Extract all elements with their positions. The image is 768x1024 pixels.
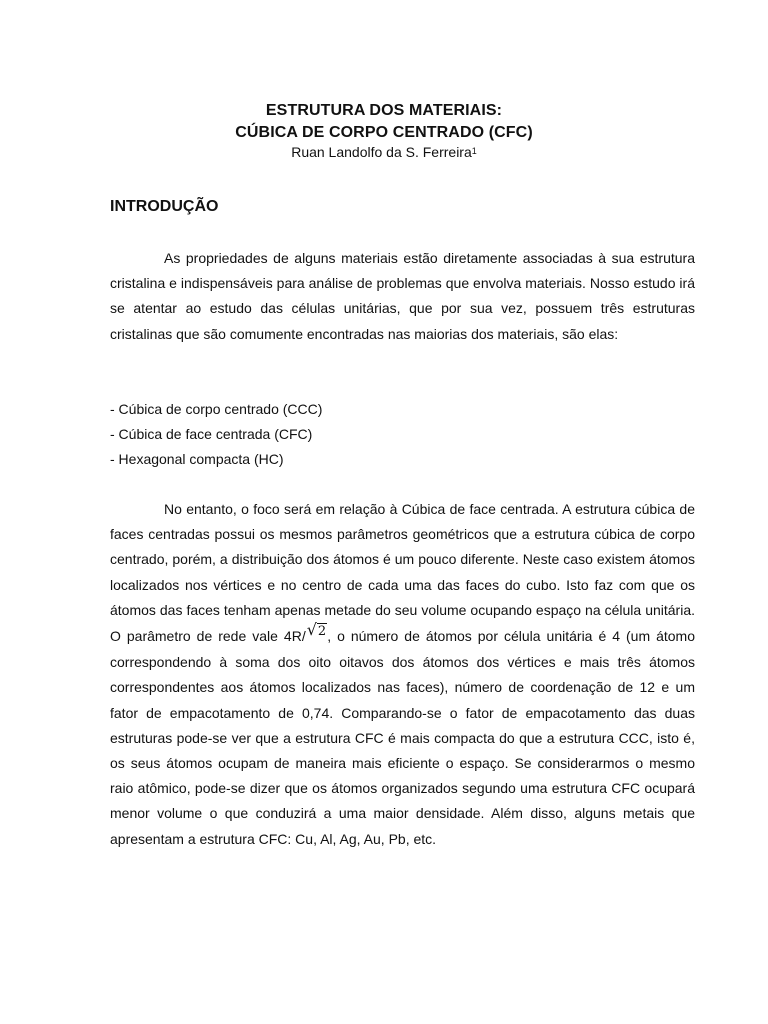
title-block xyxy=(0,100,768,161)
section-heading-introducao: INTRODUÇÃO xyxy=(110,198,219,215)
list-item: - Cúbica de corpo centrado (CCC) xyxy=(110,401,323,417)
square-root-formula xyxy=(307,617,327,644)
paragraph-1-text: As propriedades de alguns materiais estão diretamente associadas à sua estrutura cristalina e indispensáveis para análise de problemas que envolva materiais. Nosso estudo irá se atentar ao estudo das células unitárias, que por sua vez, possuem três estruturas cristalinas que são comumente encontradas nas maiorias dos materiais, são elas: xyxy=(110,250,695,342)
list-item: - Hexagonal compacta (HC) xyxy=(110,451,284,468)
paragraph-2-text-part-2: , o número de átomos por célula unitária é 4 (um átomo correspondendo à soma dos oito oitavos dos átomos dos vértices e mais três átomos correspondentes aos átomos localizados nas faces), número de coordenação de 12 e um fator de empacotamento de 0,74. Comparando-se o fator de empacotamento das duas estruturas pode-se ver que a estrutura CFC é mais compacta do que a estrutura CCC, isto é, os seus átomos ocupam de maneira mais eficiente o espaço. Se considerarmos o mesmo raio atômico, pode-se dizer que os átomos organizados segundo uma estrutura CFC ocupará menor volume o que conduzirá a uma maior densidade. Além disso, alguns metais que apresentam a estrutura CFC: Cu, Al, Ag, Au, Pb, etc. xyxy=(110,628,696,847)
formula-prefix: vale 4R/ xyxy=(252,628,306,645)
document-title-line-1: ESTRUTURA DOS MATERIAIS: xyxy=(265,102,503,119)
paragraph-1 xyxy=(110,246,695,347)
author-name: Ruan Landolfo da S. Ferreira xyxy=(291,144,472,160)
radical-sign-icon: √ xyxy=(306,620,317,640)
paragraph-2 xyxy=(110,497,695,852)
document-title-line-2: CÚBICA DE CORPO CENTRADO (CFC) xyxy=(235,124,533,141)
paragraph-2-text-part-1: No entanto, o foco será em relação à Cúbica de face centrada. A estrutura cúbica de faces centradas possui os mesmos parâmetros geométricos que a estrutura cúbica de corpo centrado, porém, a distribuição dos átomos é um pouco diferente. Neste caso existem átomos localizados nos vértices e no centro de cada uma das faces do cubo. Isto faz com que os átomos das faces tenham apenas metade do seu volume ocupando espaço na célula unitária. O parâmetro de rede xyxy=(110,501,695,645)
author-line xyxy=(0,143,768,161)
author-footnote-marker: 1 xyxy=(471,146,477,156)
formula-radicand: 2 xyxy=(317,624,327,640)
structure-list xyxy=(110,397,695,473)
list-item: - Cúbica de face centrada (CFC) xyxy=(110,426,313,443)
